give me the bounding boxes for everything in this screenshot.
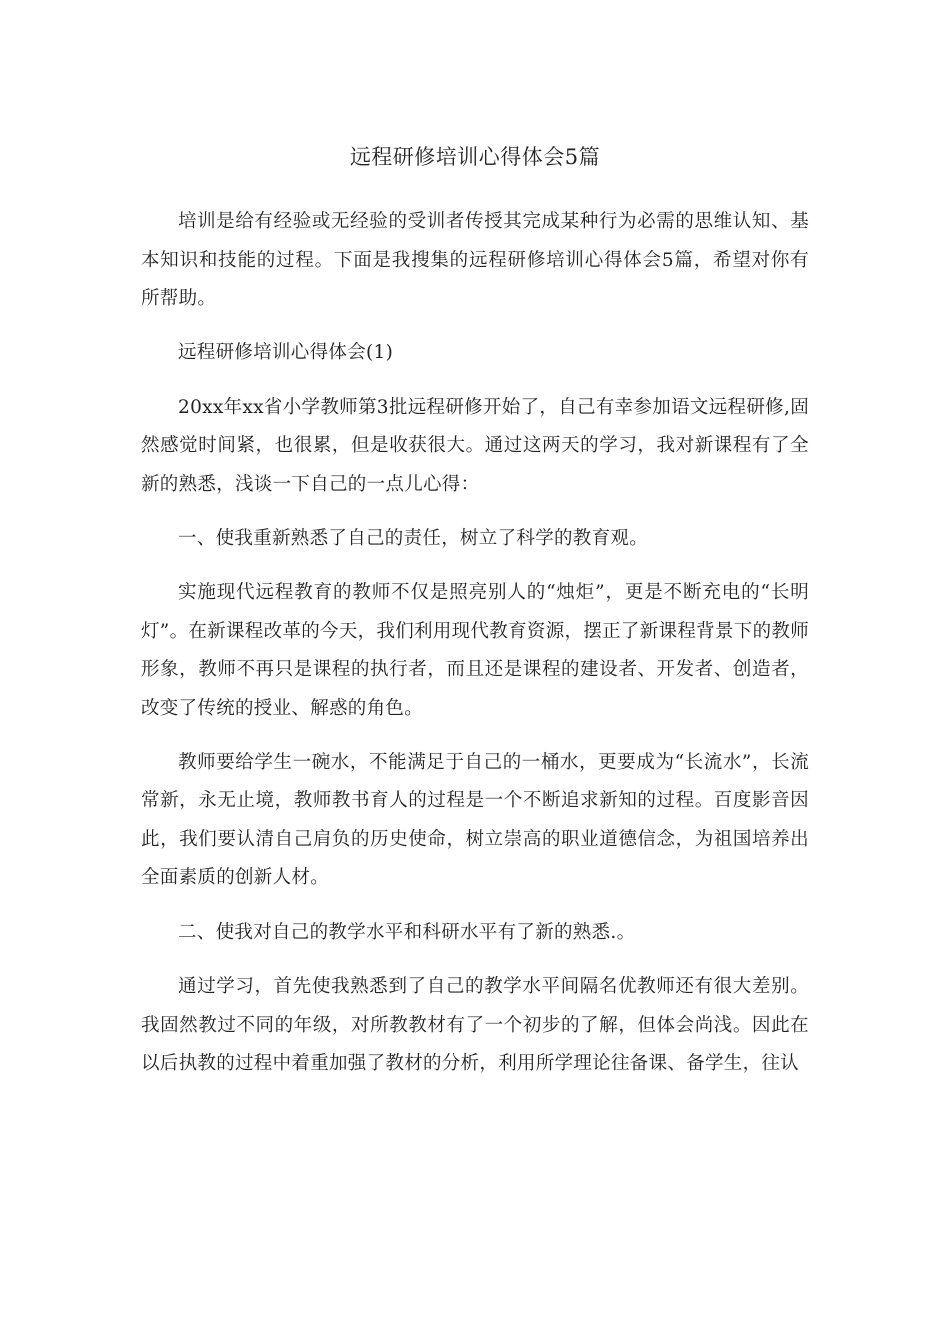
paragraph: 20xx年xx省小学教师第3批远程研修开始了，自己有幸参加语文远程研修,固然感觉时间紧，也很累，但是收获很大。通过这两天的学习，我对新课程有了全新的熟悉，浅谈一下自己的一点儿心得：: [141, 396, 809, 495]
subheading-1: 一、使我重新熟悉了自己的责任，树立了科学的教育观。: [178, 527, 649, 549]
subheading-2: 二、使我对自己的教学水平和科研水平有了新的熟悉.。: [178, 921, 636, 943]
section-heading-1: 远程研修培训心得体会(1): [178, 342, 394, 364]
paragraph-intro: 培训是给有经验或无经验的受训者传授其完成某种行为必需的思维认知、基本知识和技能的过程。下面是我搜集的远程研修培训心得体会5篇，希望对你有所帮助。: [141, 211, 809, 309]
document-title: 远程研修培训心得体会5篇: [349, 145, 601, 169]
paragraph: 实施现代远程教育的教师不仅是照亮别人的“烛炬”，更是不断充电的“长明灯”。在新课程改革的今天，我们利用现代教育资源，摆正了新课程背景下的教师形象，教师不再只是课程的执行者，而且还是课程的建设者、开发者、创造者，改变了传统的授业、解惑的角色。: [141, 582, 809, 719]
paragraph: 教师要给学生一碗水，不能满足于自己的一桶水，更要成为“长流水”，长流常新，永无止境，教师教书育人的过程是一个不断追求新知的过程。百度影音因此，我们要认清自己肩负的历史使命，树立崇高的职业道德信念，为祖国培养出全面素质的创新人材。: [141, 751, 809, 889]
document-body: [141, 203, 809, 1099]
paragraph: 通过学习，首先使我熟悉到了自己的教学水平间隔名优教师还有很大差别。我固然教过不同的年级，对所教教材有了一个初步的了解，但体会尚浅。因此在以后执教的过程中着重加强了教材的分析，利用所学理论往备课、备学生，往认: [141, 976, 809, 1075]
